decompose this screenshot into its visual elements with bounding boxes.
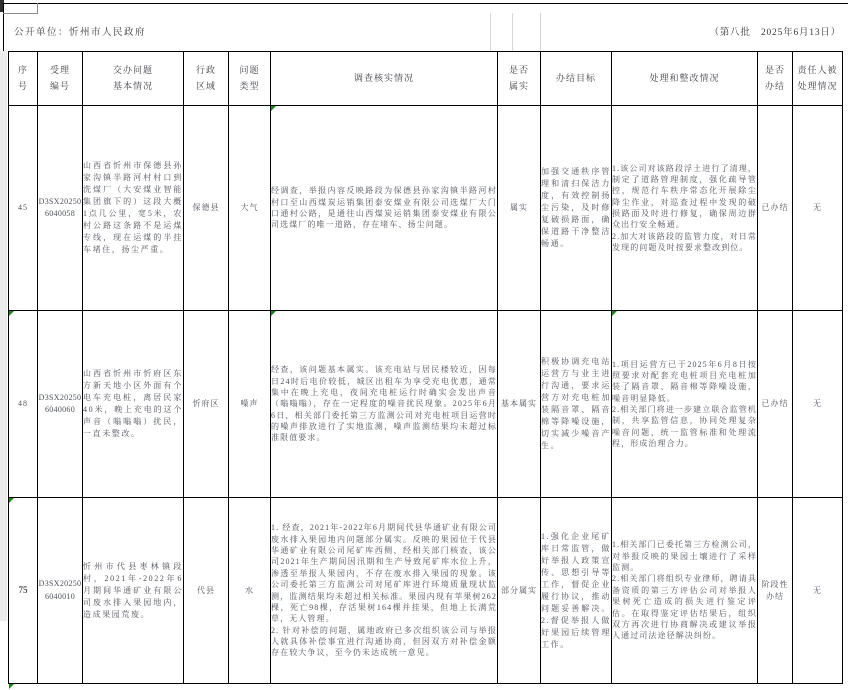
header-acceptance-id[interactable]: 受理 编号 [38, 52, 83, 106]
header-verified[interactable]: 是否 属实 [498, 52, 541, 106]
cell-region[interactable]: 保德县 [184, 106, 229, 311]
cell-handling-status[interactable]: 1.项目运营方已于2025年6月8日按照要求对配套充电桩项目充电桩加装了隔音罩、隔音棉等降噪设施，噪音明显降低。 2.相关部门将进一步建立联合监管机制，共享监管信息，协同处理复杂噪音问题，统一监管标准和处理流程，形成治理合力。 [612, 311, 758, 498]
cell-resolution-goal[interactable]: 加强交通秩序管理和清扫保洁力度，有效控制扬尘污染，及时修复破损路面，确保道路干净整洁畅通。 [541, 106, 612, 311]
table-row [9, 311, 843, 498]
cell-seq-number[interactable]: 48 [9, 311, 38, 498]
cell-investigation[interactable]: 经调查，举报内容反映路段为保德县孙家沟镇半路河村村口至山西煤炭运销集团泰安煤业有限公司选煤厂大门口通村公路，是通往山西煤炭运销集团泰安煤业有限公司选煤厂的唯一道路，存在堵车、扬尘问题。 [271, 106, 498, 311]
cell-seq-number[interactable]: 45 [9, 106, 38, 311]
cell-verified-status[interactable]: 属实 [498, 106, 541, 311]
header-region[interactable]: 行政 区域 [184, 52, 229, 106]
cell-error-marker-icon [9, 498, 14, 503]
cell-investigation[interactable]: 1. 经查，2021年-2022年6月期间代县华通矿业有限公司废水排入果园地内问题部分属实。反映的果园位于代县华通矿业有限公司尾矿库西侧，经相关部门核查，该公司2021年生产期间因汛期和生产导致尾矿库水位上升，渗透至举报人果园内，不存在废水排入果园的现象。该公司委托第三方监测公司对尾矿库进行环境质量现状监测，监测结果均未超过相关标准。果园内现有苹果树262棵，死亡98棵，存活果树164棵并挂果，但地上长满荒草，无人管理。 2. 针对补偿的问题，属地政府已多次组织该公司与举报人就具体补偿事宜进行沟通协商，但因双方对补偿金额存在较大争议，至今仍未达成统一意见。 [271, 498, 498, 684]
cell-investigation[interactable]: 经查，该问题基本属实。该充电站与居民楼较近，因每日24时后电价较低，城区出租车为享受充电优惠，通常集中在晚上充电，夜间充电桩运行时确实会发出声音（嗡嗡嗡），存在一定程度的噪音扰民现象。2025年6月6日，相关部门委托第三方监测公司对充电桩项目运营时的噪声排放进行了实地监测，噪声监测结果均未超过标准限值要求。 [271, 311, 498, 498]
cell-problem-type[interactable]: 大气 [229, 106, 271, 311]
cell-resolution-goal[interactable]: 1.强化企业尾矿库日常监管，做好举报人政策宣传、思想引导等工作，督促企业履行协议，推动问题妥善解决。2.督促举报人做好果园后续管理工作。 [541, 498, 612, 684]
cell-seq-number[interactable]: 75 [9, 498, 38, 684]
cell-acceptance-id[interactable]: D3SX202506040010 [38, 498, 83, 684]
cell-error-marker-icon [271, 106, 276, 111]
header-problem-description[interactable]: 交办问题 基本情况 [83, 52, 184, 106]
table-row [9, 498, 843, 684]
sheet-top-border [3, 3, 848, 4]
cell-acceptance-id[interactable]: D3SX202506040060 [38, 311, 83, 498]
cell-resolution-goal[interactable]: 积极协调充电站运营方与业主进行沟通，要求运营方对充电桩加装隔音罩、隔音棉等降噪设施，切实减少噪音产生。 [541, 311, 612, 498]
cell-handling-status[interactable]: 1.该公司对该路段浮土进行了清理，制定了道路管理制度，强化疏导管控，规范行车秩序常态化开展除尘降尘作业，对巡查过程中发现的破损路面及时进行修复，确保周边群众出行安全畅通。 2.加大对该路段的监管力度，对日常发现的问题及时按要求整改到位。 [612, 106, 758, 311]
cell-problem-description[interactable]: 山西省忻州市忻府区东方新天地小区外面有个电车充电桩，离居民家40米，晚上充电的这个声音（嗡嗡嗡）扰民，一直未整改。 [83, 311, 184, 498]
cell-closure-status[interactable]: 已办结 [758, 311, 793, 498]
cell-error-marker-icon [9, 684, 14, 689]
cell-closure-status[interactable]: 阶段性办结 [758, 498, 793, 684]
cell-problem-description[interactable]: 山西省忻州市保德县孙家沟镇半路河村村口到洗煤厂（大安煤业智能集团旗下的）这段大概1点几公里，宽5米，农村公路这条路不是运煤专线，现在运煤的半挂车堵住，扬尘严重。 [83, 106, 184, 311]
cell-verified-status[interactable]: 部分属实 [498, 498, 541, 684]
cell-acceptance-id[interactable]: D3SX202506040058 [38, 106, 83, 311]
cell-accountability[interactable]: 无 [793, 311, 843, 498]
header-seq-number[interactable]: 序 号 [9, 52, 38, 106]
header-closure[interactable]: 是否 办结 [758, 52, 793, 106]
header-problem-type[interactable]: 问题 类型 [229, 52, 271, 106]
cell-error-marker-icon [9, 311, 14, 316]
cell-accountability[interactable]: 无 [793, 498, 843, 684]
header-investigation[interactable]: 调查核实情况 [271, 52, 498, 106]
header-resolution-goal[interactable]: 办结目标 [541, 52, 612, 106]
header-handling[interactable]: 处理和整改情况 [612, 52, 758, 106]
header-accountability[interactable]: 责任人被 处理情况 [793, 52, 843, 106]
batch-date-label: （第八批 2025年6月13日） [709, 28, 841, 38]
title-row [3, 12, 848, 51]
cell-accountability[interactable]: 无 [793, 106, 843, 311]
cell-problem-description[interactable]: 忻州市代县枣林镇段村，2021年-2022年6月期间华通矿业有限公司废水排入果园地内，造成果园荒废。 [83, 498, 184, 684]
cell-region[interactable]: 忻府区 [184, 311, 229, 498]
cell-problem-type[interactable]: 水 [229, 498, 271, 684]
cell-closure-status[interactable]: 已办结 [758, 106, 793, 311]
cell-problem-type[interactable]: 噪声 [229, 311, 271, 498]
cell-error-marker-icon [271, 311, 276, 316]
table-row [9, 106, 843, 311]
cell-region[interactable]: 代县 [184, 498, 229, 684]
complaint-table [8, 51, 843, 684]
header-row [9, 52, 843, 106]
cell-handling-status[interactable]: 1.相关部门已委托第三方检测公司，对举报反映的果园土壤进行了采样监测。 2.相关部门将组织专业律师，聘请具备资质的第三方评估公司对举报人果树死亡造成的损失进行鉴定评估。在取得鉴定评估结果后，组织双方再次进行协商解决或建议举报人通过司法途径解决纠纷。 [612, 498, 758, 684]
sheet-left-margin [0, 51, 7, 621]
publishing-unit-label: 公开单位：忻州市人民政府 [14, 28, 147, 38]
cell-verified-status[interactable]: 基本属实 [498, 311, 541, 498]
cell-error-marker-icon [612, 311, 617, 316]
